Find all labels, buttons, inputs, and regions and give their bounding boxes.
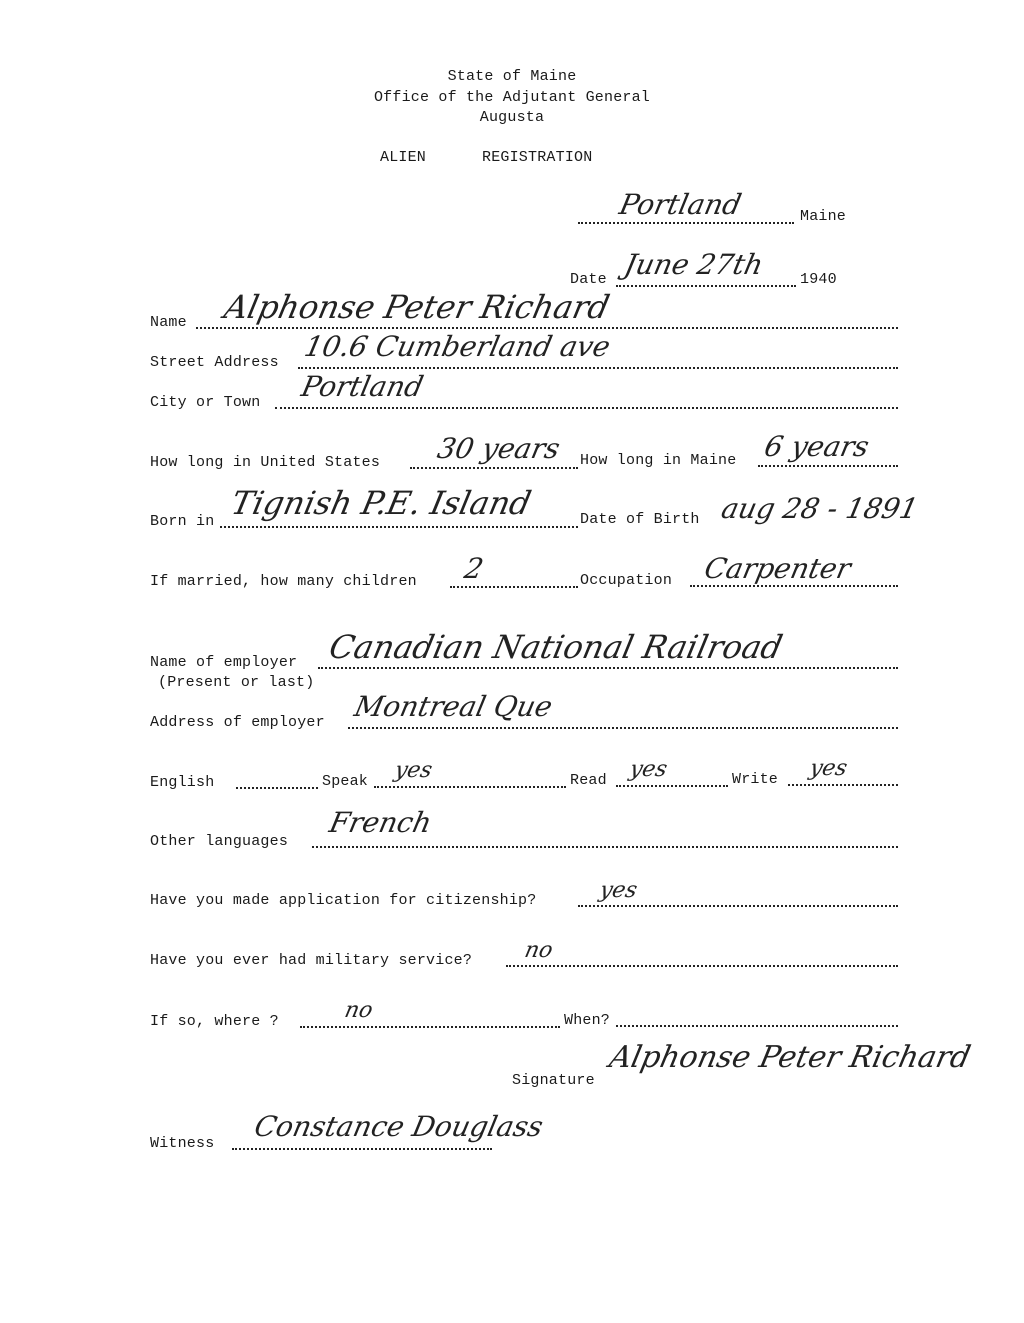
english-dotted-line <box>236 787 318 789</box>
header-city: Augusta <box>479 109 545 126</box>
maine-dotted-line <box>758 465 898 467</box>
name-label: Name <box>150 314 187 331</box>
citizenship-dotted-line <box>578 905 898 907</box>
city-value: Portland <box>298 370 427 403</box>
date-label: Date <box>570 271 607 288</box>
employer-address-label: Address of employer <box>150 714 325 731</box>
name-value: Alphonse Peter Richard <box>220 288 613 326</box>
military-dotted-line <box>506 965 898 967</box>
where-dotted-line <box>300 1026 560 1028</box>
when-dotted-line <box>616 1025 898 1027</box>
date-year: 1940 <box>800 271 837 288</box>
us-dotted-line <box>410 467 578 469</box>
citizenship-label: Have you made application for citizenship? <box>150 892 537 909</box>
employer-address-dotted-line <box>348 727 898 729</box>
speak-dotted-line <box>374 786 566 788</box>
children-dotted-line <box>450 586 578 588</box>
witness-dotted-line <box>232 1148 492 1150</box>
born-label: Born in <box>150 513 215 530</box>
other-lang-dotted-line <box>312 846 898 848</box>
speak-value: yes <box>392 758 435 783</box>
military-value: no <box>522 938 556 963</box>
write-value: yes <box>807 756 850 781</box>
header-state: State of Maine <box>447 68 577 85</box>
other-lang-value: French <box>326 806 435 839</box>
place-dotted-line <box>578 222 794 224</box>
write-label: Write <box>732 771 779 788</box>
signature-value: Alphonse Peter Richard <box>606 1040 974 1075</box>
born-value: Tignish P.E. Island <box>227 484 535 522</box>
employer-address-value: Montreal Que <box>351 690 556 723</box>
witness-label: Witness <box>150 1135 215 1152</box>
maine-value: 6 years <box>761 430 873 463</box>
date-dotted-line <box>616 285 796 287</box>
children-value: 2 <box>461 552 487 585</box>
where-value: no <box>342 998 376 1023</box>
form-title-alien: ALIEN <box>380 149 427 166</box>
form-title-registration: REGISTRATION <box>482 149 593 166</box>
header-office: Office of the Adjutant General <box>373 89 651 106</box>
employer-label: Name of employer <box>150 654 298 671</box>
occupation-value: Carpenter <box>701 552 854 585</box>
where-label: If so, where ? <box>150 1013 279 1030</box>
place-value: Portland <box>616 188 745 221</box>
read-value: yes <box>627 757 670 782</box>
street-label: Street Address <box>150 354 279 371</box>
when-label: When? <box>564 1012 611 1029</box>
street-value: 10.6 Cumberland ave <box>301 330 614 363</box>
born-dotted-line <box>220 526 578 528</box>
citizenship-value: yes <box>597 878 640 903</box>
dob-label: Date of Birth <box>580 511 700 528</box>
employer-sublabel: (Present or last) <box>158 674 315 691</box>
city-label: City or Town <box>150 394 261 411</box>
street-dotted-line <box>298 367 898 369</box>
english-label: English <box>150 774 215 791</box>
military-label: Have you ever had military service? <box>150 952 473 969</box>
occupation-dotted-line <box>690 585 898 587</box>
maine-label: How long in Maine <box>580 452 737 469</box>
us-label: How long in United States <box>150 454 381 471</box>
speak-label: Speak <box>322 773 369 790</box>
employer-dotted-line <box>318 667 898 669</box>
dob-value: aug 28 - 1891 <box>718 492 922 525</box>
employer-value: Canadian National Railroad <box>325 628 786 666</box>
us-value: 30 years <box>434 432 563 465</box>
write-dotted-line <box>788 784 898 786</box>
read-dotted-line <box>616 785 728 787</box>
children-label: If married, how many children <box>150 573 417 590</box>
signature-label: Signature <box>512 1072 595 1089</box>
read-label: Read <box>570 772 607 789</box>
occupation-label: Occupation <box>580 572 673 589</box>
witness-value: Constance Douglass <box>251 1110 546 1143</box>
place-label: Maine <box>800 208 847 225</box>
other-lang-label: Other languages <box>150 833 289 850</box>
city-dotted-line <box>275 407 898 409</box>
name-dotted-line <box>196 327 898 329</box>
date-value: June 27th <box>621 248 767 281</box>
